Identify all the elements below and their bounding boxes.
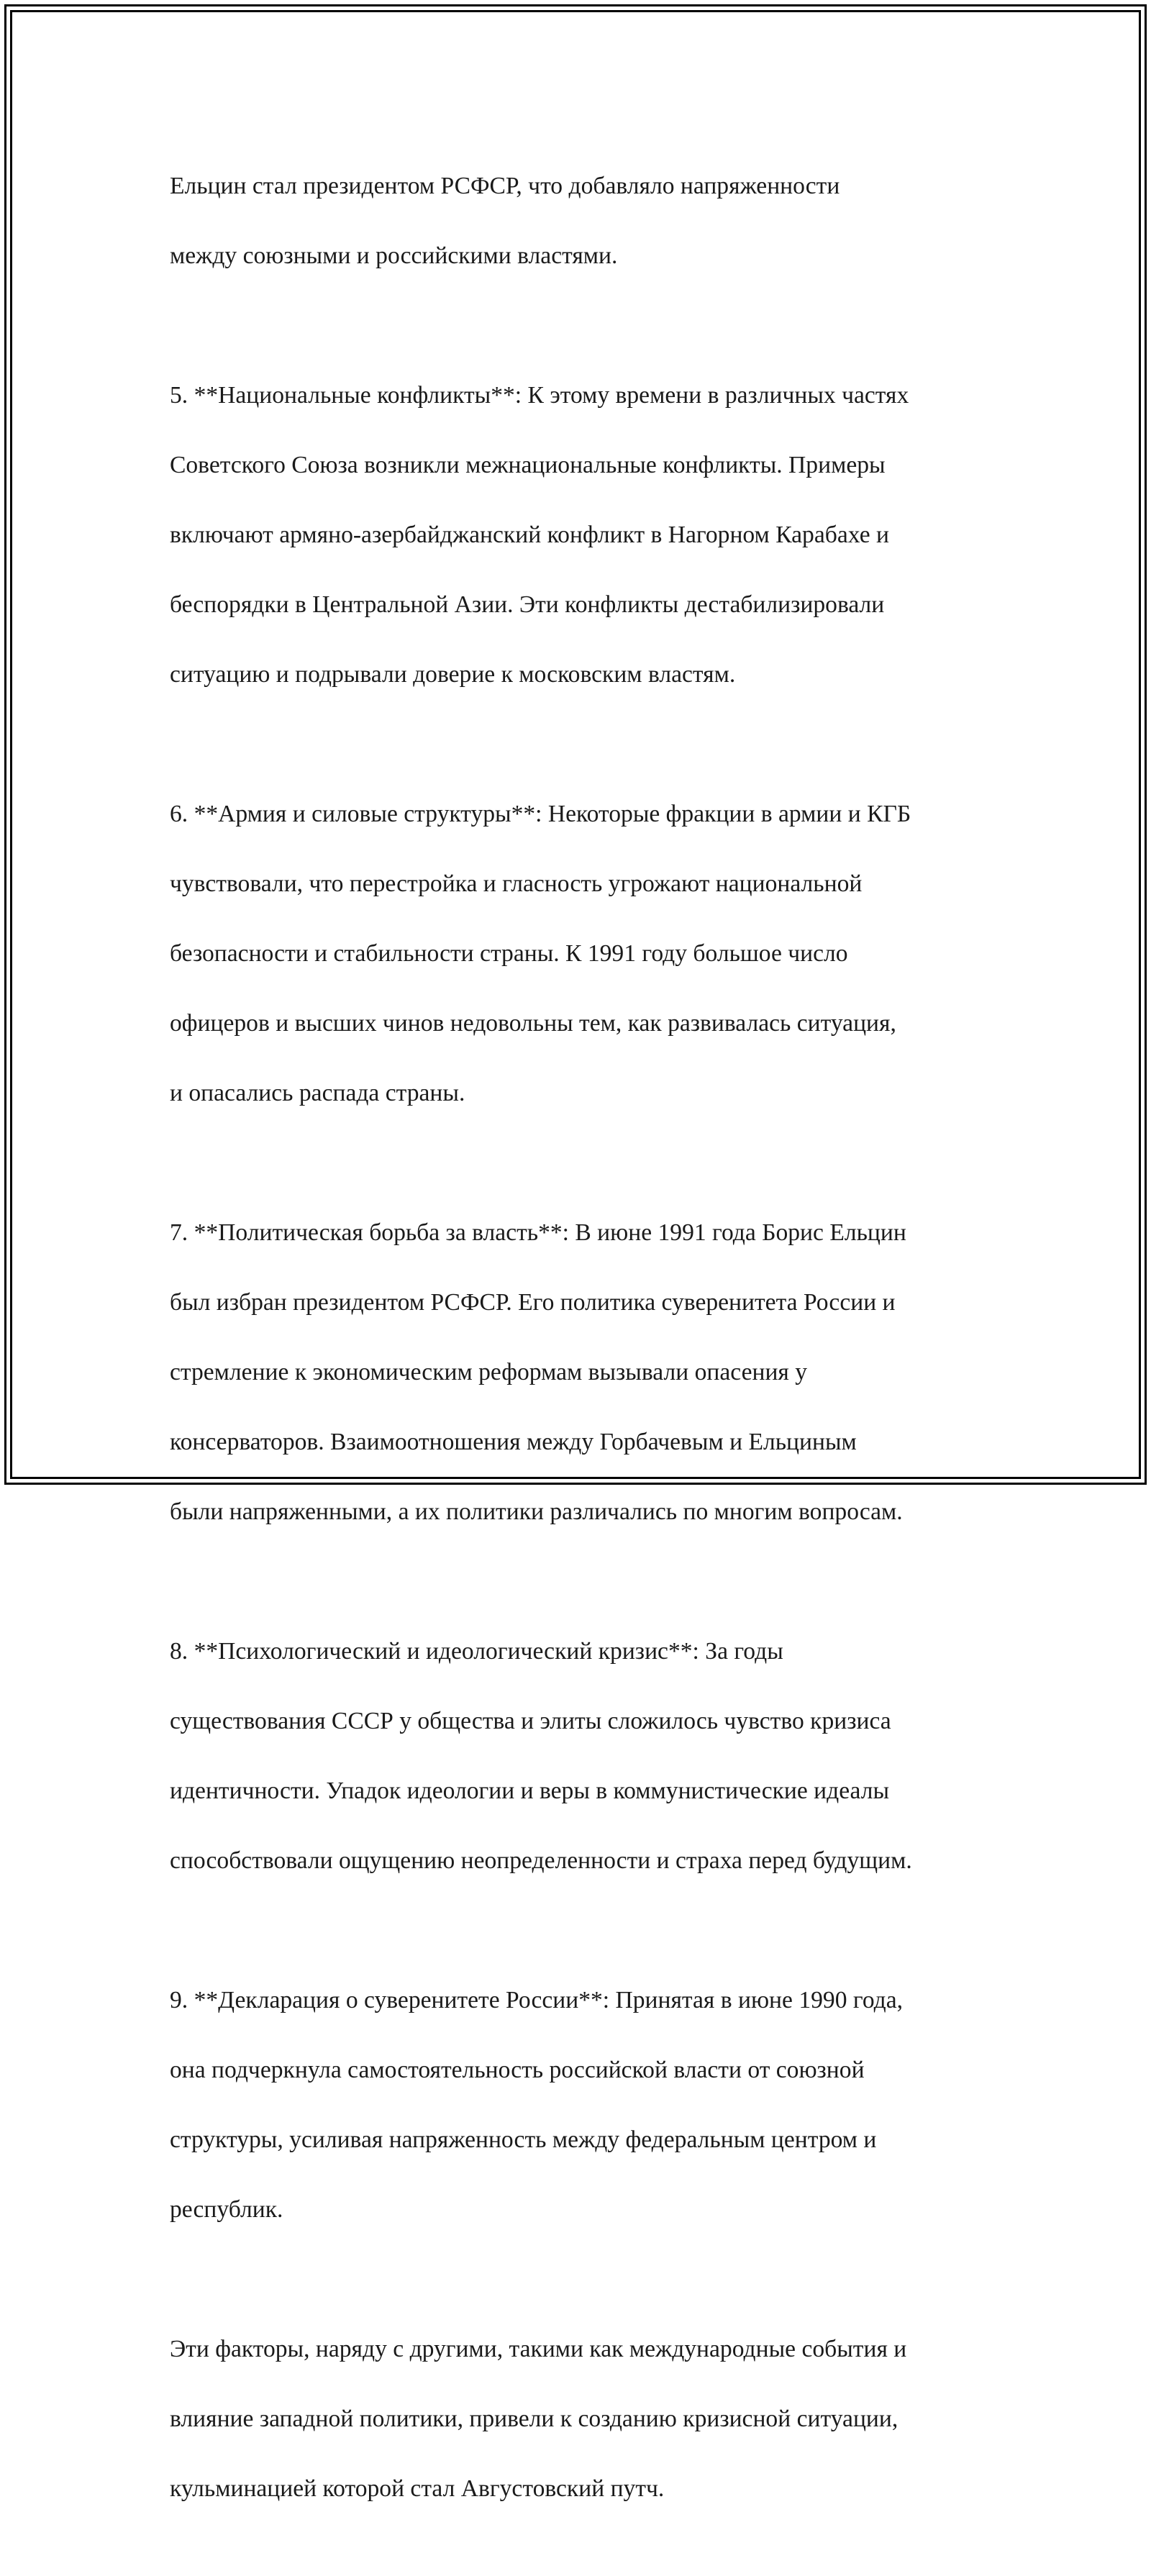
text-line: 9. **Декларация о суверенитете России**: Принятая в июне 1990 года,: [170, 1986, 904, 2013]
text-line: 6. **Армия и силовые структуры**: Некоторые фракции в армии и КГБ: [170, 800, 911, 827]
paragraph-intro: [170, 134, 990, 309]
text-line: Ельцин стал президентом РСФСР, что добавляло напряженности: [170, 172, 840, 199]
text-line: структуры, усиливая напряженность между федеральным центром и: [170, 2126, 877, 2153]
document-body: [170, 134, 990, 2576]
text-line: ситуацию и подрывали доверие к московским властям.: [170, 660, 736, 688]
text-line: существования СССР у общества и элиты сложилось чувство кризиса: [170, 1707, 891, 1734]
paragraph-item-5: [170, 343, 990, 727]
paragraph-item-8: [170, 1599, 990, 1913]
text-line: были напряженными, а их политики различались по многим вопросам.: [170, 1498, 903, 1525]
text-line: 8. **Психологический и идеологический кризис**: За годы: [170, 1637, 783, 1665]
text-line: она подчеркнула самостоятельность российской власти от союзной: [170, 2056, 865, 2083]
text-line: идентичности. Упадок идеологии и веры в коммунистические идеалы: [170, 1777, 890, 1804]
text-line: офицеров и высших чинов недовольны тем, как развивалась ситуация,: [170, 1009, 896, 1037]
text-line: влияние западной политики, привели к созданию кризисной ситуации,: [170, 2405, 898, 2432]
text-line: между союзными и российскими властями.: [170, 242, 618, 269]
text-line: безопасности и стабильности страны. К 1991 году большое число: [170, 939, 848, 967]
text-line: консерваторов. Взаимоотношения между Горбачевым и Ельциным: [170, 1428, 857, 1455]
text-line: способствовали ощущению неопределенности и страха перед будущим.: [170, 1847, 912, 1874]
text-line: Советского Союза возникли межнациональные конфликты. Примеры: [170, 451, 886, 478]
text-line: 5. **Национальные конфликты**: К этому времени в различных частях: [170, 381, 909, 409]
text-line: включают армяно-азербайджанский конфликт в Нагорном Карабахе и: [170, 521, 889, 548]
text-line: чувствовали, что перестройка и гласность угрожают национальной: [170, 870, 863, 897]
text-line: и опасались распада страны.: [170, 1079, 465, 1106]
text-line: беспорядки в Центральной Азии. Эти конфликты дестабилизировали: [170, 591, 885, 618]
paragraph-conclusion: [170, 2297, 990, 2541]
text-line: кульминацией которой стал Августовский путч.: [170, 2475, 665, 2502]
text-line: был избран президентом РСФСР. Его политика суверенитета России и: [170, 1288, 896, 1316]
text-line: стремление к экономическим реформам вызывали опасения у: [170, 1358, 808, 1385]
paragraph-item-6: [170, 762, 990, 1146]
paragraph-item-9: [170, 1948, 990, 2262]
paragraph-item-7: [170, 1180, 990, 1565]
text-line: Эти факторы, наряду с другими, такими как международные события и: [170, 2335, 907, 2362]
text-line: 7. **Политическая борьба за власть**: В июне 1991 года Борис Ельцин: [170, 1219, 906, 1246]
text-line: республик.: [170, 2195, 283, 2223]
